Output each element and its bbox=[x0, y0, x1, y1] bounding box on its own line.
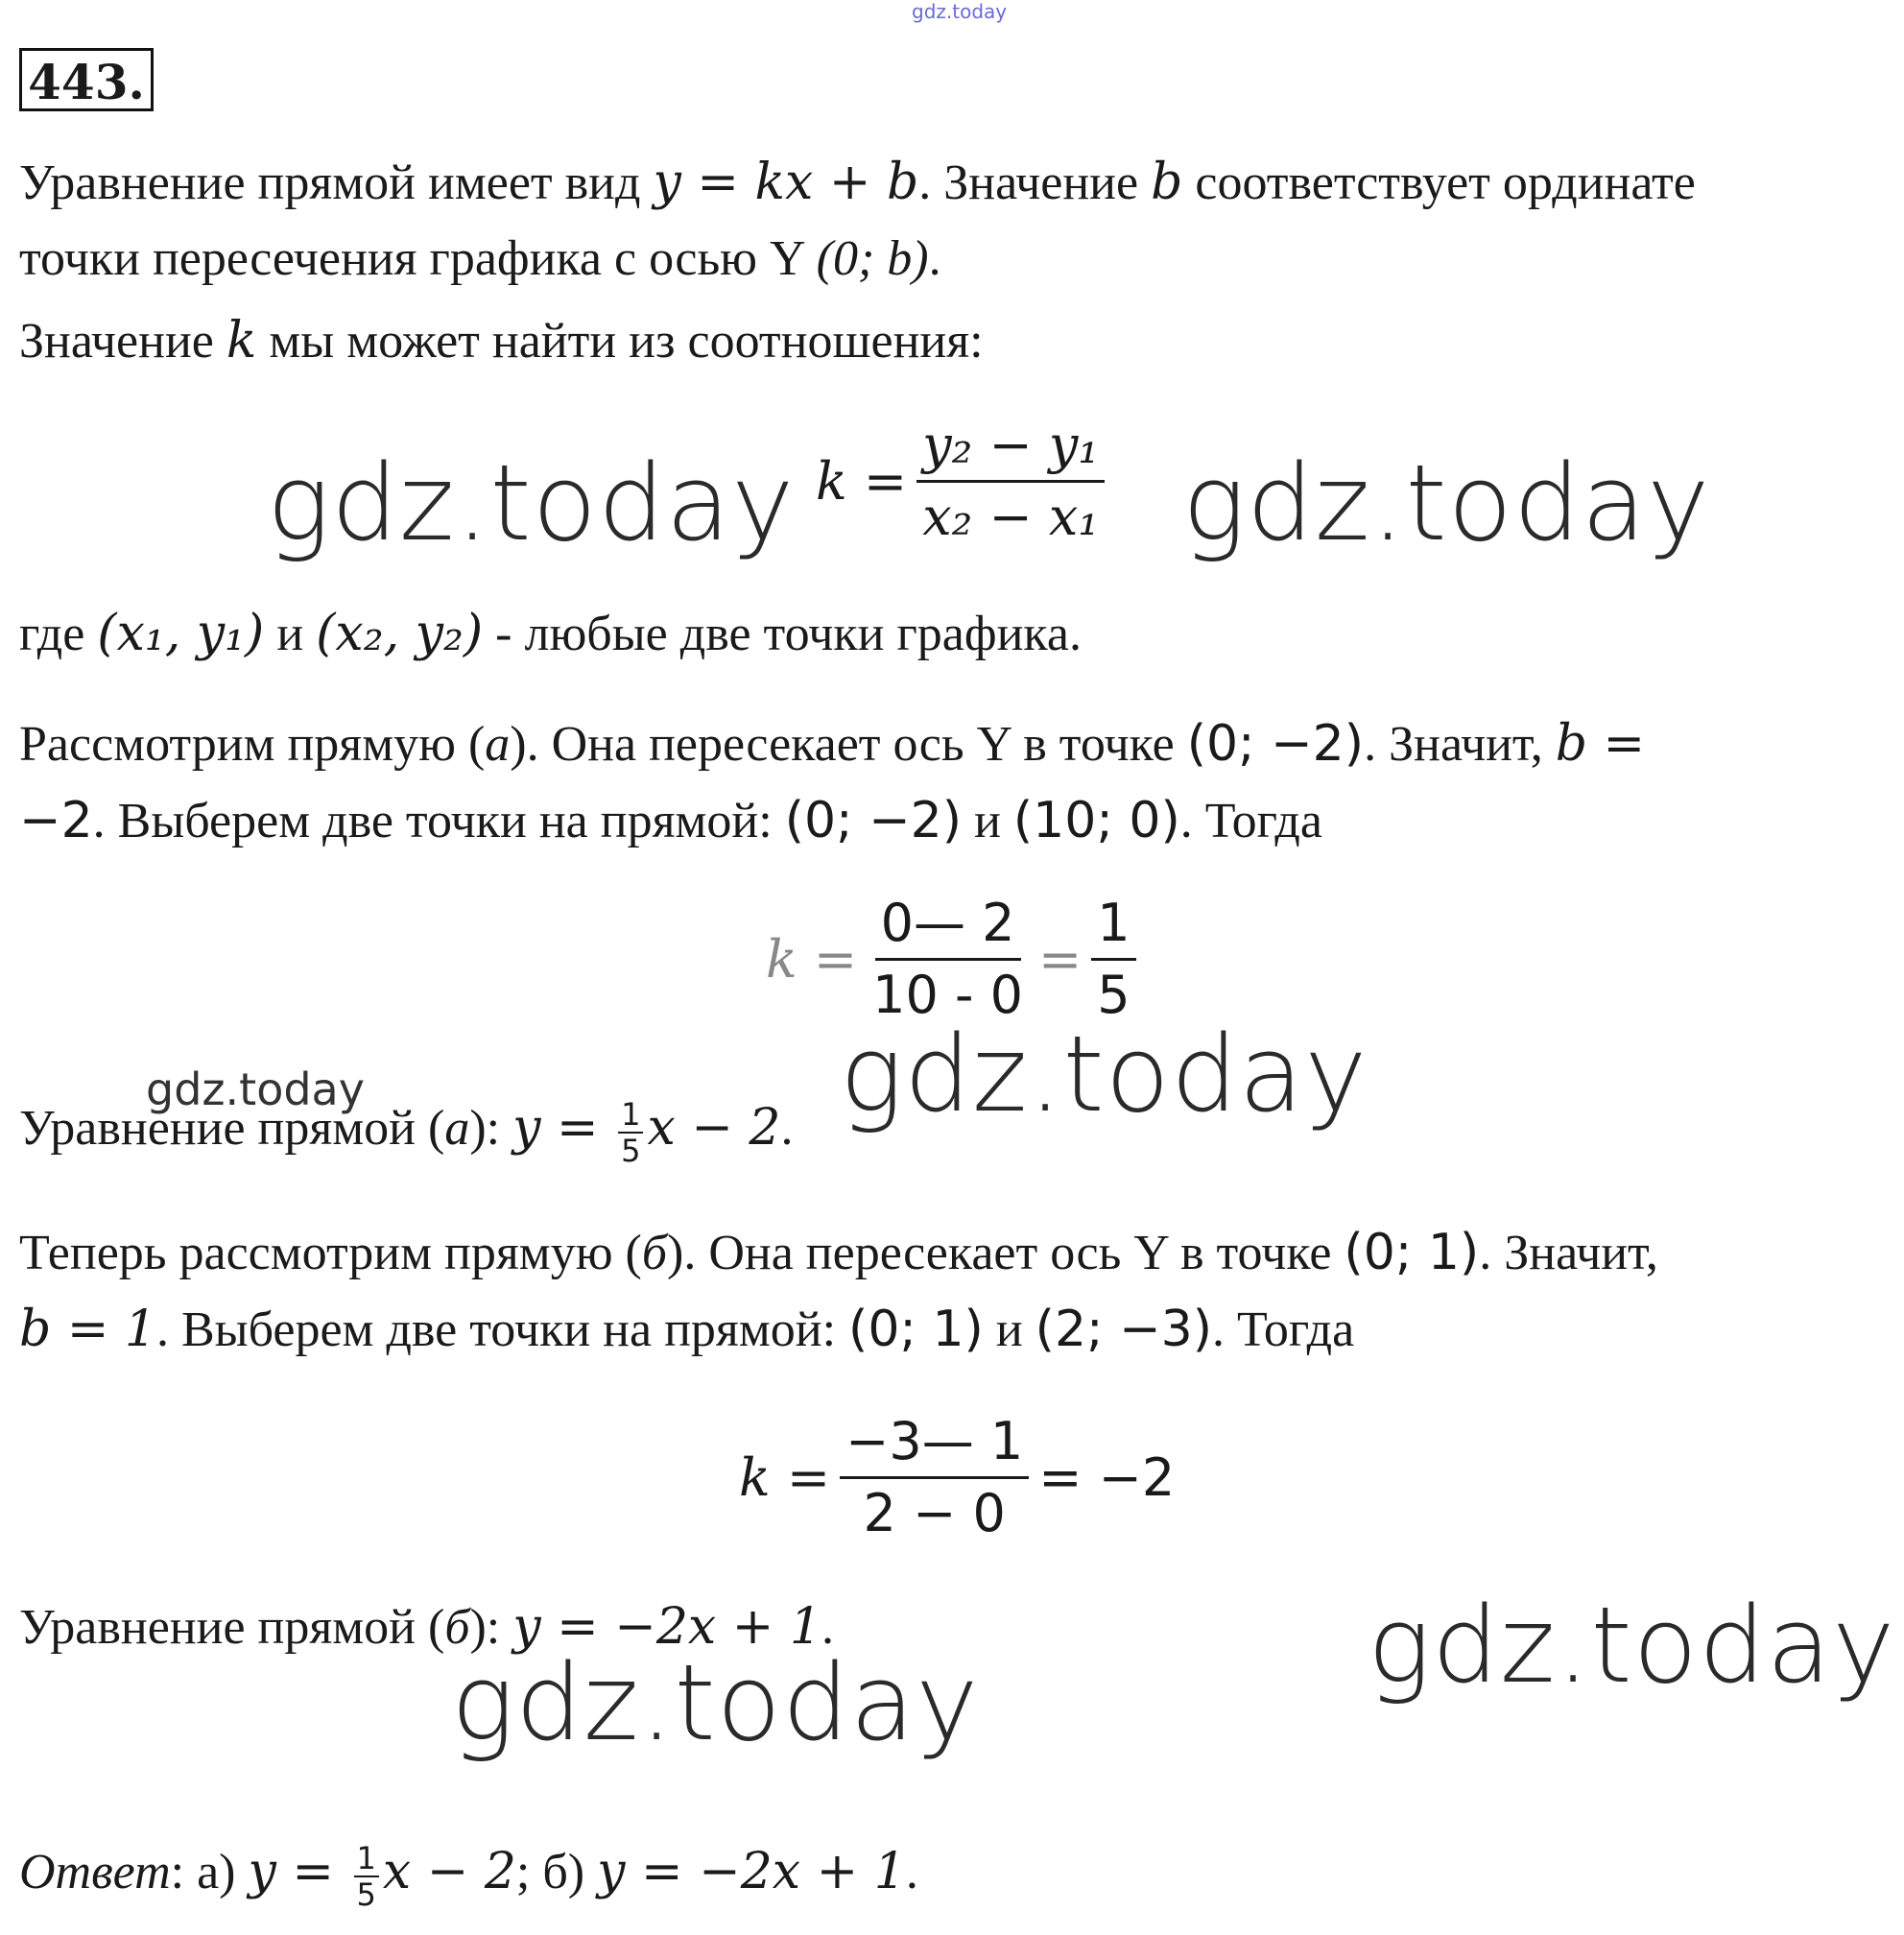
watermark: gdz.today bbox=[840, 1013, 1368, 1135]
line-a-paragraph-2: −2. Выберем две точки на прямой: (0; −2) и (10; 0). Тогда bbox=[19, 792, 1322, 849]
line-a-equation: Уравнение прямой (а): y = $\frac{1}{5}$ x − 2. bbox=[19, 1096, 794, 1170]
paragraph-line-equation-2: точки пересечения графика с осью Y (0; b). bbox=[19, 231, 941, 286]
slope-numerator: y₂ − y₁ bbox=[916, 415, 1105, 483]
slope-formula: k = $\frac{\text{y₂ − y₁}}{\text{x₂ − x₁}}$ bbox=[816, 415, 1114, 548]
watermark: gdz.today bbox=[1368, 1584, 1896, 1707]
line-a-paragraph-1: Рассмотрим прямую (а). Она пересекает ось Y в точке (0; −2). Значит, b = bbox=[19, 715, 1646, 773]
watermark-top: gdz.today bbox=[912, 0, 1008, 23]
watermark: gdz.today bbox=[1182, 442, 1711, 564]
watermark-small: gdz.today bbox=[146, 1063, 365, 1115]
paragraph-slope-intro: Значение k мы может найти из соотношения: bbox=[19, 312, 984, 370]
line-b-slope-calc: k = $\frac{-3— 1}{2 - 0}$ = −2 bbox=[739, 1411, 1176, 1543]
line-b-equation: Уравнение прямой (б): y = −2x + 1. bbox=[19, 1598, 834, 1656]
problem-number: 443. bbox=[19, 48, 154, 111]
formula-line: y = kx + b bbox=[653, 154, 919, 211]
answer: Ответ: а) y = $\frac{1}{5}$ x − 2; б) y = −2x + 1. bbox=[19, 1840, 918, 1914]
slope-denominator: x₂ − x₁ bbox=[922, 487, 1099, 547]
paragraph-points: где (x₁, y₁) и (x₂, y₂) - любые две точки графика. bbox=[19, 605, 1082, 662]
paragraph-line-equation: Уравнение прямой имеет вид y = kx + b. Значение b соответствует ординате bbox=[19, 154, 1696, 211]
answer-label: Ответ bbox=[19, 1845, 171, 1899]
line-b-paragraph-1: Теперь рассмотрим прямую (б). Она пересекает ось Y в точке (0; 1). Значит, bbox=[19, 1224, 1658, 1281]
watermark: gdz.today bbox=[451, 1641, 980, 1764]
watermark: gdz.today bbox=[267, 442, 796, 564]
line-a-slope-calc: k = $\frac{0— 2}{10 - 0}$ = $\frac{1}{5}$ bbox=[766, 893, 1146, 1026]
line-b-paragraph-2: b = 1. Выберем две точки на прямой: (0; 1) и (2; −3). Тогда bbox=[19, 1301, 1355, 1358]
